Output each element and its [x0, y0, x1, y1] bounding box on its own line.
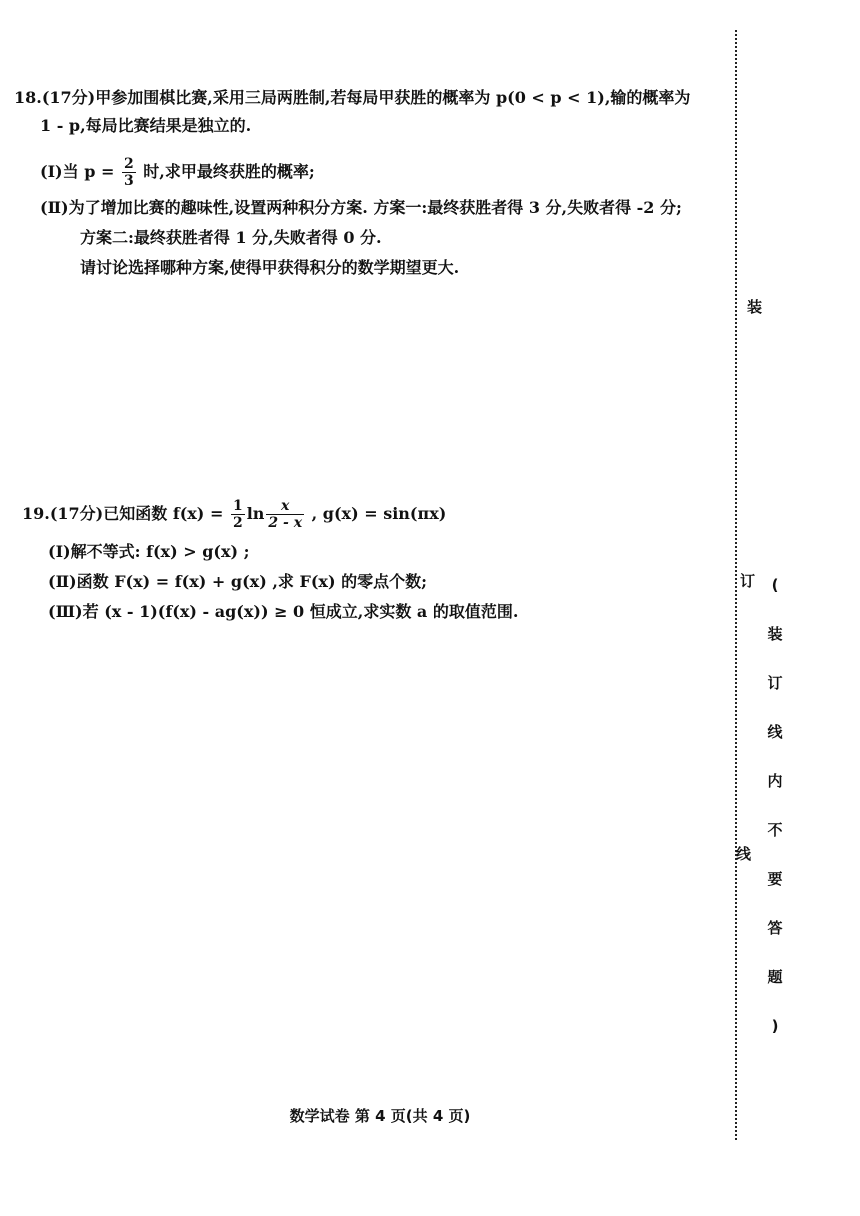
- fraction-denominator: 3: [123, 173, 134, 189]
- fraction-numerator: 2: [123, 156, 134, 172]
- q19-part1: (Ⅰ)解不等式: f(x) > g(x) ;: [48, 542, 250, 561]
- q19-part3: (Ⅲ)若 (x - 1)(f(x) - ag(x)) ≥ 0 恒成立,求实数 a 的取值范围.: [48, 602, 519, 621]
- binding-label-xian: 线: [736, 845, 752, 863]
- fraction-denominator: 2: [232, 515, 243, 531]
- warning-char: (: [771, 576, 779, 594]
- page-footer: 数学试卷 第 4 页(共 4 页): [289, 1107, 471, 1125]
- binding-label-ding: 订: [740, 572, 756, 590]
- q18-stem-line2: 1 - p,每局比赛结果是独立的.: [40, 116, 252, 135]
- warning-char: 内: [767, 772, 783, 790]
- q18-stem-line1: 18.(17分)甲参加围棋比赛,采用三局两胜制,若每局甲获胜的概率为 p(0 < p < 1),输的概率为: [14, 88, 691, 107]
- binding-warning-text: [763, 575, 787, 1065]
- warning-char: 要: [767, 870, 783, 888]
- warning-char: 答: [767, 919, 783, 937]
- fraction-numerator: 1: [232, 498, 243, 514]
- binding-label-zhuang: 装: [747, 298, 763, 316]
- fraction-two-thirds: [122, 156, 136, 189]
- warning-char: ): [771, 1017, 779, 1035]
- binding-dotted-line: [735, 30, 739, 1140]
- fraction-one-half: [231, 498, 245, 531]
- q18-part2-line3: 请讨论选择哪种方案,使得甲获得积分的数学期望更大.: [80, 258, 460, 277]
- warning-char: 线: [767, 723, 783, 741]
- q18-part2-line1: (Ⅱ)为了增加比赛的趣味性,设置两种积分方案. 方案一:最终获胜者得 3 分,失败者得 -2 分;: [40, 198, 682, 217]
- q19-part2: (Ⅱ)函数 F(x) = f(x) + g(x) ,求 F(x) 的零点个数;: [48, 572, 427, 591]
- warning-char: 订: [767, 674, 783, 692]
- q18-part1-suffix: 时,求甲最终获胜的概率;: [137, 162, 315, 181]
- q19-stem-suffix: , g(x) = sin(πx): [306, 504, 447, 523]
- warning-char: 装: [767, 625, 783, 643]
- q19-stem-prefix: 19.(17分)已知函数 f(x) =: [22, 504, 229, 523]
- q19-stem: [22, 498, 446, 531]
- q18-part2-line2: 方案二:最终获胜者得 1 分,失败者得 0 分.: [80, 228, 382, 247]
- ln-text: ln: [246, 504, 265, 523]
- warning-char: 题: [767, 968, 783, 986]
- q18-part1: [40, 156, 315, 189]
- fraction-denominator: 2 - x: [268, 515, 303, 531]
- fraction-numerator: x: [266, 498, 304, 515]
- warning-char: 不: [767, 821, 783, 839]
- fraction-x-over-2-minus-x: [266, 498, 304, 531]
- q18-part1-prefix: (Ⅰ)当 p =: [40, 162, 120, 181]
